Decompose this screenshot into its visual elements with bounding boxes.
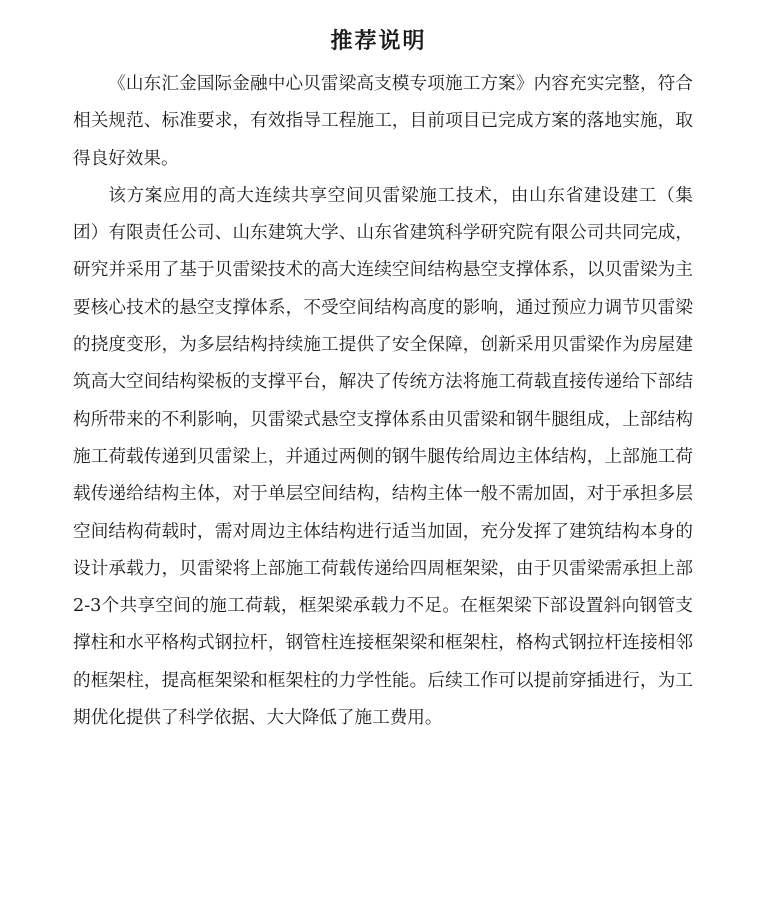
paragraph-technology: 该方案应用的高大连续共享空间贝雷梁施工技术，由山东省建设建工（集团）有限责任公司、山东建筑大学、山东省建筑科学研究院有限公司共同完成，研究并采用了基于贝雷梁技术的高大连续空间结构悬空支撑体系，以贝雷梁为主要核心技术的悬空支撑体系，不受空间结构高度的影响，通过预应力调节贝雷梁的挠度变形，为多层结构持续施工提供了安全保障，创新采用贝雷梁作为房屋建筑高大空间结构梁板的支撑平台，解决了传统方法将施工荷载直接传递给下部结构所带来的不利影响，贝雷梁式悬空支撑体系由贝雷梁和钢牛腿组成，上部结构施工荷载传递到贝雷梁上，并通过两侧的钢牛腿传给周边主体结构，上部施工荷载传递给结构主体，对于单层空间结构，结构主体一般不需加固，对于承担多层空间结构荷载时，需对周边主体结构进行适当加固，充分发挥了建筑结构本身的设计承载力，贝雷梁将上部施工荷载传递给四周框架梁，由于贝雷梁需承担上部2-3个共享空间的施工荷载，框架梁承载力不足。在框架梁下部设置斜向钢管支撑柱和水平格构式钢拉杆，钢管柱连接框架梁和框架柱，格构式钢拉杆连接相邻的框架柱，提高框架梁和框架柱的力学性能。后续工作可以提前穿插进行，为工期优化提供了科学依据、大大降低了施工费用。 bbox=[73, 185, 693, 729]
document-body bbox=[73, 66, 693, 737]
paragraph-intro: 《山东汇金国际金融中心贝雷梁高支模专项施工方案》内容充实完整，符合相关规范、标准要求，有效指导工程施工，目前项目已完成方案的落地实施，取得良好效果。 bbox=[73, 74, 693, 169]
document-title: 推荐说明 bbox=[330, 29, 427, 54]
